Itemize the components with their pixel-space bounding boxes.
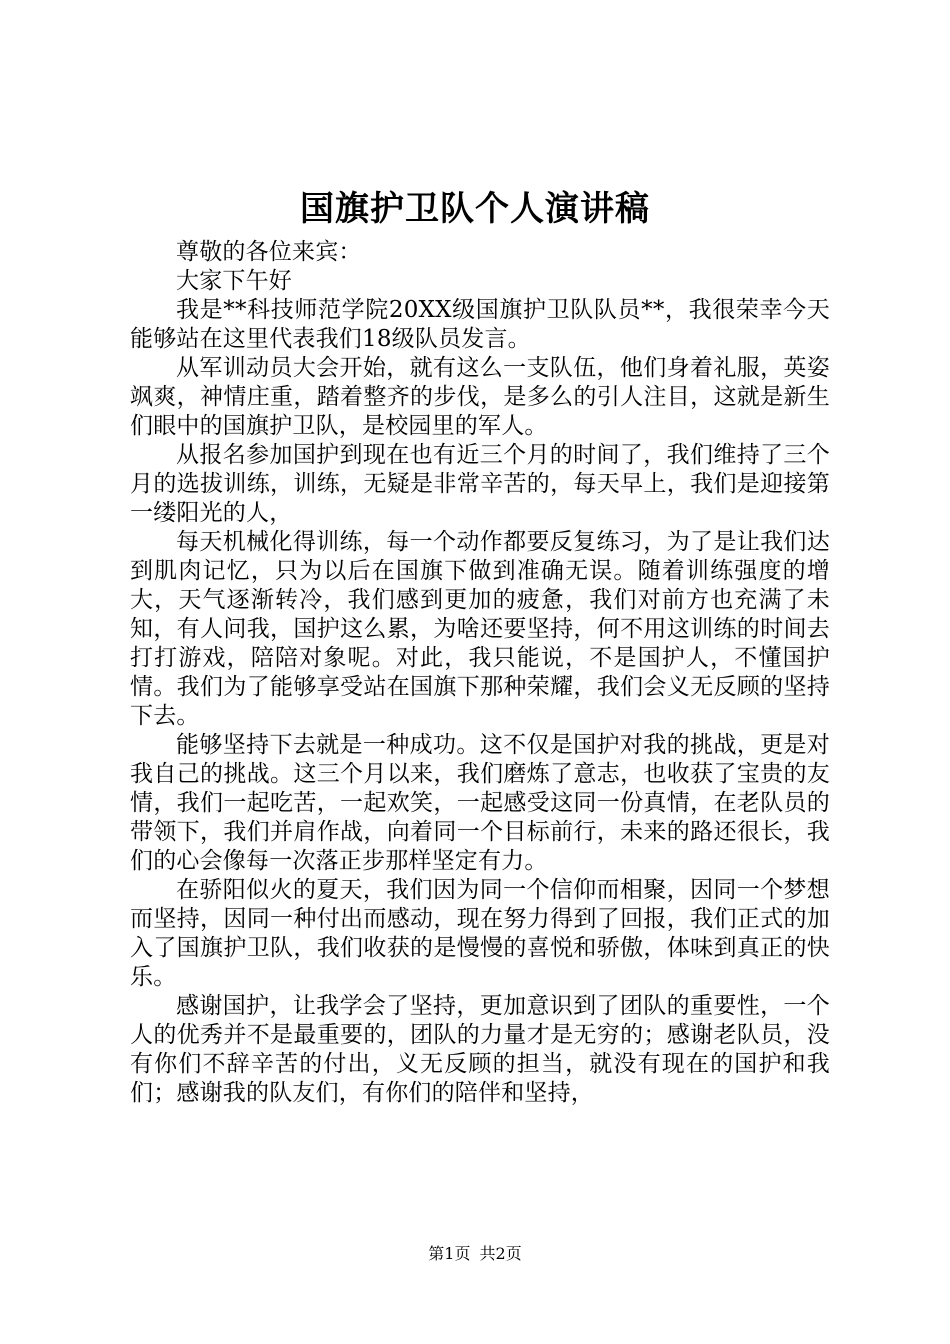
page-footer	[0, 1243, 950, 1265]
page-number-total: 共2页	[479, 1244, 522, 1263]
paragraph-perseverance: 能够坚持下去就是一种成功。这不仅是国护对我的挑战，更是对我自己的挑战。这三个月以来，我们磨炼了意志，也收获了宝贵的友情，我们一起吃苦，一起欢笑，一起感受这同一份真情，在老队员的带领下，我们并肩作战，向着同一个目标前行，未来的路还很长，我们的心会像每一次落正步那样坚定有力。	[130, 732, 830, 874]
paragraph-greeting: 大家下午好	[176, 268, 292, 294]
paragraph-selection-training: 从报名参加国护到现在也有近三个月的时间了，我们维持了三个月的选拔训练，训练，无疑是非常辛苦的，每天早上，我们是迎接第一缕阳光的人，	[130, 442, 830, 526]
document-title: 国旗护卫队个人演讲稿	[300, 189, 650, 229]
paragraph-military-training: 从军训动员大会开始，就有这么一支队伍，他们身着礼服，英姿飒爽，神情庄重，踏着整齐的步伐，是多么的引人注目，这就是新生们眼中的国旗护卫队，是校园里的军人。	[130, 355, 830, 439]
paragraph-summer: 在骄阳似火的夏天，我们因为同一个信仰而相聚，因同一个梦想而坚持，因同一种付出而感动，现在努力得到了回报，我们正式的加入了国旗护卫队，我们收获的是慢慢的喜悦和骄傲，体味到真正的快乐。	[130, 877, 830, 990]
paragraph-gratitude: 感谢国护，让我学会了坚持，更加意识到了团队的重要性，一个人的优秀并不是最重要的，团队的力量才是无穷的；感谢老队员，没有你们不辞辛苦的付出，义无反顾的担当，就没有现在的国护和我们；感谢我的队友们，有你们的陪伴和坚持，	[130, 993, 830, 1106]
paragraph-introduction: 我是**科技师范学院20XX级国旗护卫队队员**，我很荣幸今天能够站在这里代表我们18级队员发言。	[130, 297, 830, 352]
page-number-current: 第1页	[428, 1244, 471, 1263]
document-body	[130, 238, 830, 1108]
paragraph-salutation: 尊敬的各位来宾：	[176, 239, 362, 265]
paragraph-daily-training: 每天机械化得训练，每一个动作都要反复练习，为了是让我们达到肌肉记忆，只为以后在国旗下做到准确无误。随着训练强度的增大，天气逐渐转冷，我们感到更加的疲惫，我们对前方也充满了未知，有人问我，国护这么累，为啥还要坚持，何不用这训练的时间去打打游戏，陪陪对象呢。对此，我只能说，不是国护人，不懂国护情。我们为了能够享受站在国旗下那种荣耀，我们会义无反顾的坚持下去。	[130, 529, 830, 729]
